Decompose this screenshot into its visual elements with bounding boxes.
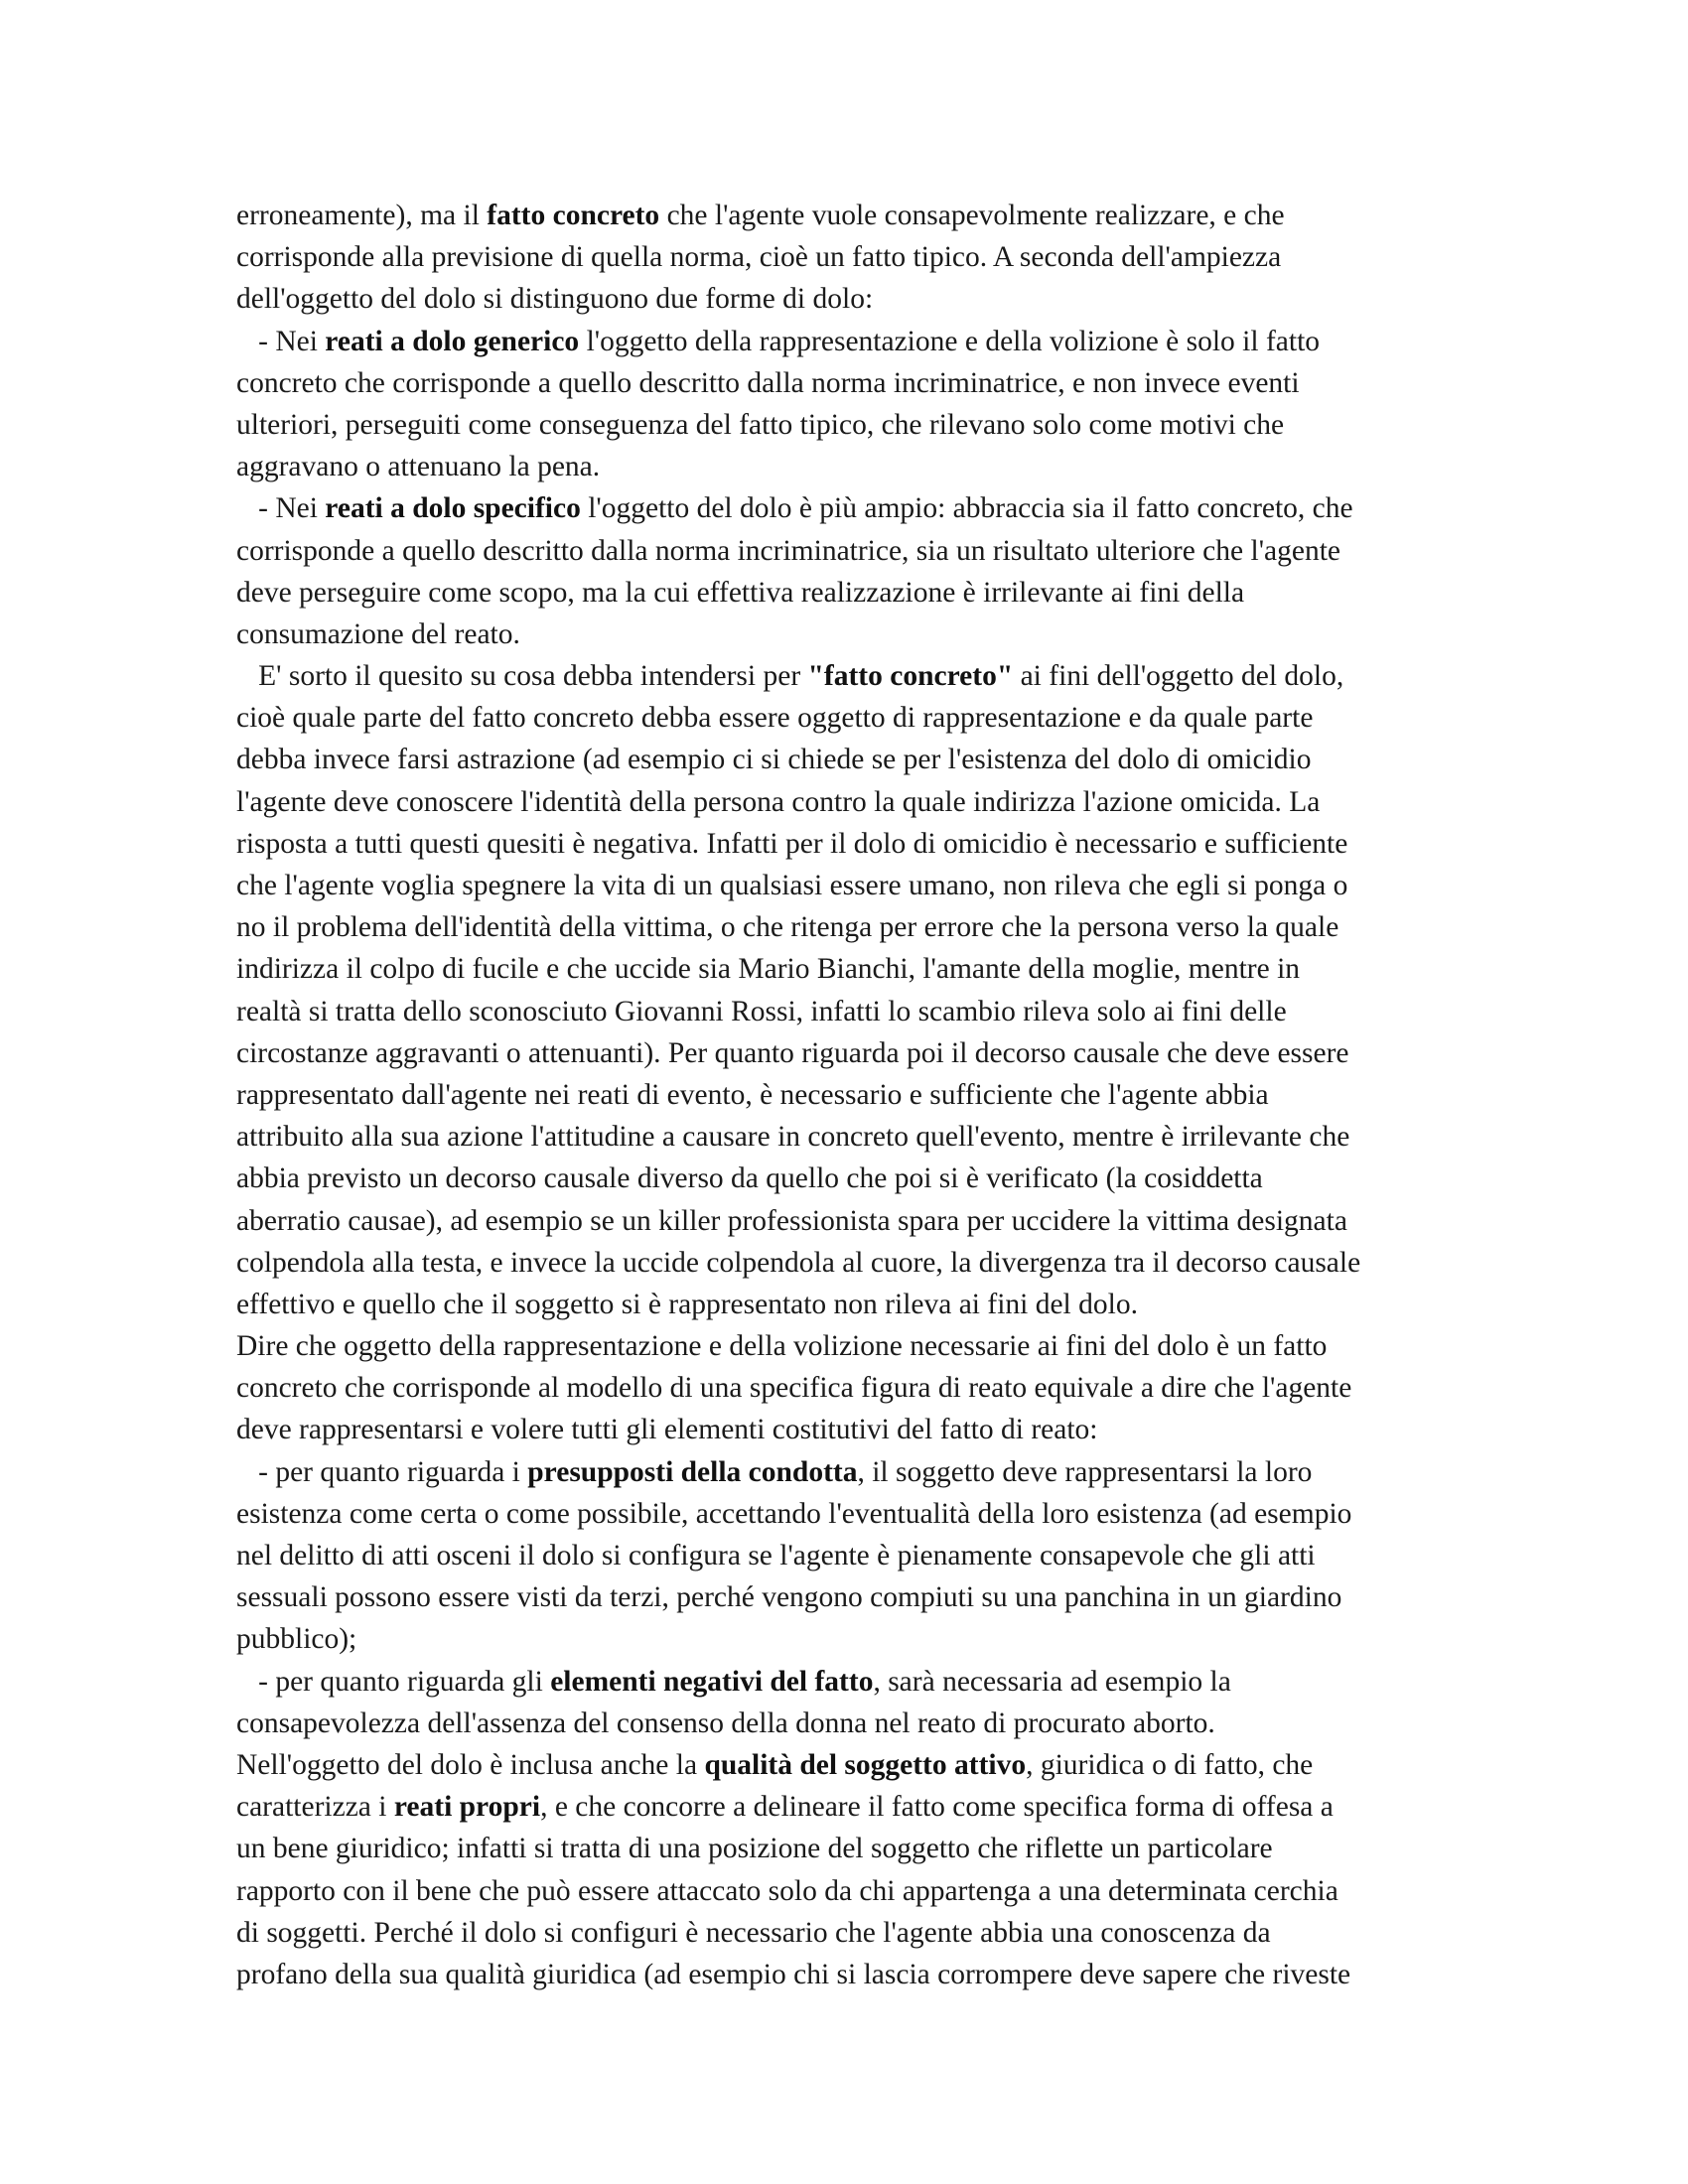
text-line xyxy=(236,236,1468,278)
text-line xyxy=(236,1576,1468,1618)
bold-term: elementi negativi del fatto xyxy=(550,1665,874,1698)
body-text xyxy=(236,195,1468,1995)
text-line xyxy=(236,781,1468,823)
text-line xyxy=(236,1325,1468,1367)
text-run: indirizza il colpo di fucile e che uccide sia Mario Bianchi, l'amante della moglie, mentre in xyxy=(236,953,1301,986)
text-run: - Nei xyxy=(236,492,326,525)
text-line xyxy=(236,1451,1468,1493)
text-run: E' sorto il quesito su cosa debba intendersi per xyxy=(236,660,808,693)
text-line xyxy=(236,1074,1468,1116)
text-run: l'oggetto della rappresentazione e della volizione è solo il fatto xyxy=(579,325,1321,357)
text-run: - Nei xyxy=(236,325,326,357)
text-line xyxy=(236,655,1468,697)
text-line xyxy=(236,1744,1468,1786)
text-run: erroneamente), ma il xyxy=(236,200,488,231)
text-line xyxy=(236,1535,1468,1576)
text-line xyxy=(236,1828,1468,1869)
text-run: caratterizza i xyxy=(236,1791,394,1824)
text-line xyxy=(236,614,1468,655)
text-run: no il problema dell'identità della vittima, o che ritenga per errore che la persona verso la quale xyxy=(236,911,1339,944)
text-line xyxy=(236,321,1468,362)
text-run: ulteriori, perseguiti come conseguenza del fatto tipico, che rilevano solo come motivi che xyxy=(236,408,1285,441)
text-line xyxy=(236,572,1468,614)
text-line xyxy=(236,1870,1468,1912)
text-run: rappresentato dall'agente nei reati di evento, è necessario e sufficiente che l'agente abbia xyxy=(236,1078,1269,1111)
text-run: deve perseguire come scopo, ma la cui effettiva realizzazione è irrilevante ai fini della xyxy=(236,576,1245,609)
text-run: esistenza come certa o come possibile, accettando l'eventualità della loro esistenza (ad esempio xyxy=(236,1497,1352,1530)
text-line xyxy=(236,1409,1468,1450)
text-run: corrisponde alla previsione di quella norma, cioè un fatto tipico. A seconda dell'ampiezza xyxy=(236,241,1282,274)
text-run: risposta a tutti questi quesiti è negativa. Infatti per il dolo di omicidio è necessario e sufficiente xyxy=(236,827,1348,860)
text-run: circostanze aggravanti o attenuanti). Per quanto riguarda poi il decorso causale che deve essere xyxy=(236,1036,1349,1069)
text-run: , il soggetto deve rappresentarsi la loro xyxy=(857,1455,1313,1488)
text-run: deve rappresentarsi e volere tutti gli elementi costitutivi del fatto di reato: xyxy=(236,1414,1098,1446)
text-run: aggravano o attenuano la pena. xyxy=(236,451,601,483)
bold-term: reati a dolo specifico xyxy=(325,492,581,525)
text-run: - per quanto riguarda gli xyxy=(236,1665,551,1698)
text-run: , e che concorre a delineare il fatto come specifica forma di offesa a xyxy=(540,1791,1334,1824)
text-line xyxy=(236,1912,1468,1954)
text-line xyxy=(236,697,1468,739)
text-run: profano della sua qualità giuridica (ad esempio chi si lascia corrompere deve sapere che riveste xyxy=(236,1958,1351,1990)
text-run: realtà si tratta dello sconosciuto Giovanni Rossi, infatti lo scambio rileva solo ai fini delle xyxy=(236,995,1287,1027)
text-run: colpendola alla testa, e invece la uccide colpendola al cuore, la divergenza tra il decorso causale xyxy=(236,1246,1361,1279)
text-line xyxy=(236,948,1468,990)
text-run: l'agente deve conoscere l'identità della persona contro la quale indirizza l'azione omicida. La xyxy=(236,785,1321,818)
text-run: rapporto con il bene che può essere attaccato solo da chi appartenga a una determinata cerchia xyxy=(236,1874,1338,1907)
text-line xyxy=(236,404,1468,446)
text-run: cioè quale parte del fatto concreto debba essere oggetto di rappresentazione e da quale parte xyxy=(236,702,1314,735)
text-line xyxy=(236,1284,1468,1325)
text-run: concreto che corrisponde a quello descritto dalla norma incriminatrice, e non invece eventi xyxy=(236,366,1300,399)
text-run: nel delitto di atti osceni il dolo si configura se l'agente è pienamente consapevole che gli atti xyxy=(236,1540,1316,1571)
text-run: sessuali possono essere visti da terzi, perché vengono compiuti su una panchina in un giardino xyxy=(236,1581,1342,1614)
text-run: attribuito alla sua azione l'attitudine a causare in concreto quell'evento, mentre è irrilevante che xyxy=(236,1121,1350,1154)
text-line xyxy=(236,278,1468,320)
text-line xyxy=(236,1661,1468,1703)
bold-term: qualità del soggetto attivo xyxy=(704,1748,1027,1781)
text-line xyxy=(236,823,1468,865)
text-run: corrisponde a quello descritto dalla norma incriminatrice, sia un risultato ulteriore che l'agente xyxy=(236,534,1340,567)
text-line xyxy=(236,1954,1468,1995)
text-line xyxy=(236,195,1468,236)
text-line xyxy=(236,1493,1468,1535)
text-run: di soggetti. Perché il dolo si configuri è necessario che l'agente abbia una conoscenza da xyxy=(236,1916,1271,1949)
text-line xyxy=(236,1786,1468,1828)
text-line xyxy=(236,906,1468,948)
text-run: concreto che corrisponde al modello di una specifica figura di reato equivale a dire che l'agente xyxy=(236,1372,1352,1405)
text-line xyxy=(236,1032,1468,1074)
text-run: Dire che oggetto della rappresentazione e della volizione necessarie ai fini del dolo è un fatto xyxy=(236,1330,1328,1363)
text-line xyxy=(236,1200,1468,1242)
text-run: dell'oggetto del dolo si distinguono due forme di dolo: xyxy=(236,283,874,316)
text-line xyxy=(236,1158,1468,1199)
text-run: che l'agente vuole consapevolmente realizzare, e che xyxy=(659,200,1285,231)
text-run: ai fini dell'oggetto del dolo, xyxy=(1013,660,1344,693)
text-line xyxy=(236,1703,1468,1744)
text-run: , giuridica o di fatto, che xyxy=(1026,1748,1314,1781)
text-run: Nell'oggetto del dolo è inclusa anche la xyxy=(236,1748,705,1781)
text-run: debba invece farsi astrazione (ad esempio ci si chiede se per l'esistenza del dolo di omicidio xyxy=(236,744,1312,776)
text-line xyxy=(236,530,1468,572)
text-run: aberratio causae), ad esempio se un killer professionista spara per uccidere la vittima designata xyxy=(236,1204,1347,1237)
text-run: - per quanto riguarda i xyxy=(236,1455,528,1488)
text-line xyxy=(236,446,1468,487)
text-line xyxy=(236,1116,1468,1158)
text-run: consumazione del reato. xyxy=(236,617,520,650)
text-line xyxy=(236,739,1468,780)
text-run: consapevolezza dell'assenza del consenso della donna nel reato di procurato aborto. xyxy=(236,1706,1215,1739)
text-run: , sarà necessaria ad esempio la xyxy=(873,1665,1231,1698)
text-run: un bene giuridico; infatti si tratta di una posizione del soggetto che riflette un particolare xyxy=(236,1833,1273,1865)
bold-term: presupposti della condotta xyxy=(527,1455,858,1488)
text-line xyxy=(236,1618,1468,1660)
bold-term: fatto concreto xyxy=(487,200,660,231)
text-line xyxy=(236,1242,1468,1284)
text-line xyxy=(236,865,1468,906)
text-run: l'oggetto del dolo è più ampio: abbraccia sia il fatto concreto, che xyxy=(580,492,1353,525)
bold-term: reati a dolo generico xyxy=(325,325,580,357)
text-line xyxy=(236,1367,1468,1409)
text-line xyxy=(236,362,1468,404)
text-run: pubblico); xyxy=(236,1623,357,1656)
text-line xyxy=(236,487,1468,529)
bold-term: reati propri xyxy=(393,1791,541,1824)
text-run: che l'agente voglia spegnere la vita di un qualsiasi essere umano, non rileva che egli si ponga o xyxy=(236,870,1348,901)
text-line xyxy=(236,991,1468,1032)
text-run: effettivo e quello che il soggetto si è rappresentato non rileva ai fini del dolo. xyxy=(236,1288,1138,1320)
text-run: abbia previsto un decorso causale diverso da quello che poi si è verificato (la cosiddetta xyxy=(236,1162,1263,1195)
bold-term: "fatto concreto" xyxy=(807,660,1014,693)
